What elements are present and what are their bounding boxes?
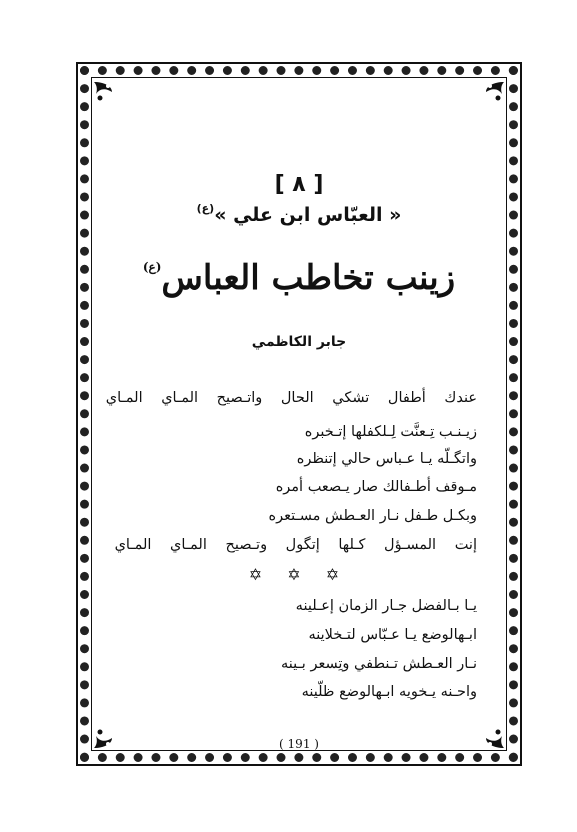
page-number: ( 191 ) bbox=[279, 737, 319, 751]
verse-line: عندك أطفال تشكي الحال واتـصيح المـاي المـاي bbox=[105, 390, 477, 406]
section-title-sup: (ع) bbox=[196, 202, 215, 215]
section-title-text: « العبّاس ابن علي » bbox=[214, 204, 402, 226]
verse-line: مـوقف أطـفالك صار يـصعب أمره bbox=[275, 479, 477, 495]
verse-line: يـا بـالفضل جـار الزمان إعـلينه bbox=[295, 598, 477, 614]
verse-line: زيـنـب تِـعنَّت لِـلكفلها إتـخبره bbox=[304, 424, 477, 440]
verse-line: إنت المسـؤل كـلها إتگول وتـصيح المـاي المـاي bbox=[114, 537, 477, 553]
author-name: جابر الكاظمي bbox=[251, 334, 347, 350]
corner-ornament-icon bbox=[484, 80, 506, 102]
verse-line: نـار العـطش تـنطفي وتِسعر بـينه bbox=[281, 656, 477, 672]
poem-title-text: زينب تخاطب العباس bbox=[161, 258, 456, 298]
poem-title bbox=[91, 258, 507, 298]
verse-line: ابـهالوضع يـا عـبّاس لتـخلاينه bbox=[308, 627, 477, 643]
verse-line: واحـنه يـخويه ابـهالوضع ظلّينه bbox=[301, 684, 477, 700]
section-number: [ ٨ ] bbox=[274, 172, 324, 197]
verse-line: وبكـل طـفل نـار العـطش مسـتعره bbox=[268, 508, 477, 524]
corner-ornament-icon bbox=[92, 80, 114, 102]
section-title bbox=[91, 204, 507, 226]
star-separator: ✡ ✡ ✡ bbox=[248, 565, 350, 584]
verse-line: واتگـلّه يـا عـباس حالي إتنظره bbox=[296, 451, 477, 467]
poem-title-sup: (ع) bbox=[142, 260, 162, 274]
